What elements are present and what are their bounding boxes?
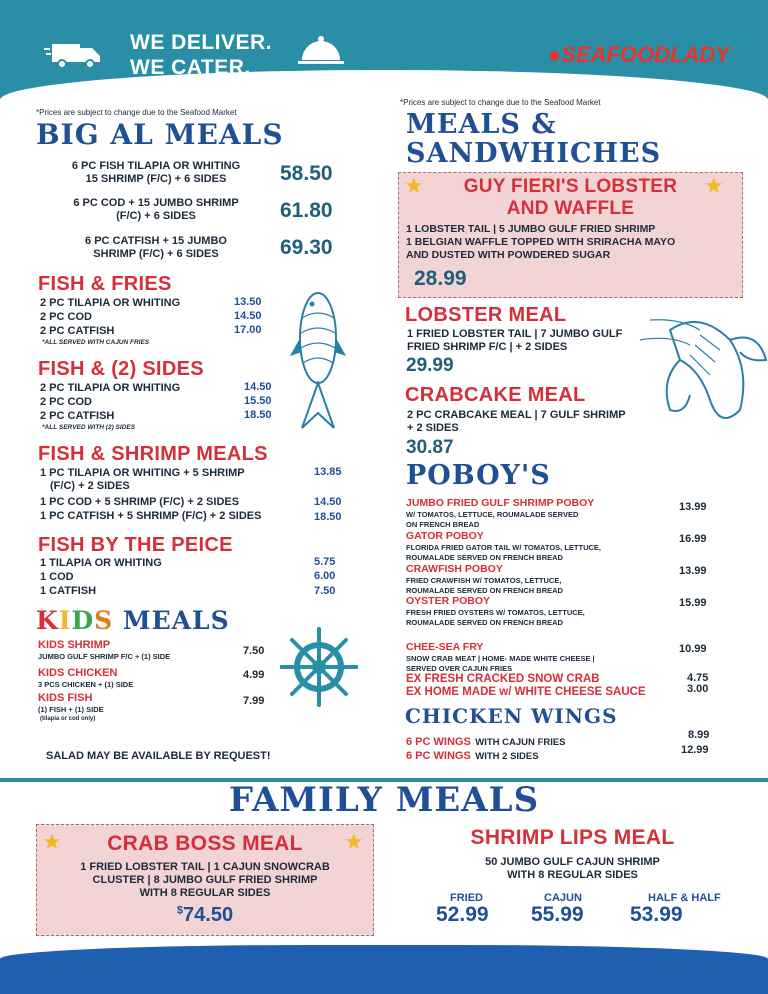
menu-price: 7.50: [314, 585, 336, 597]
kids-letter: S: [94, 606, 114, 635]
wings-price: 12.99: [681, 744, 709, 756]
desc-line: ROUMALADE SERVED ON FRENCH BREAD: [406, 618, 563, 627]
menu-item: 2 PC CATFISH: [40, 410, 115, 422]
item-line: (F/C) + 2 SIDES: [50, 480, 130, 492]
menu-price: 6.00: [314, 570, 336, 582]
lobster-meal-price: 29.99: [406, 355, 454, 376]
title-line: MEALS &: [406, 109, 557, 140]
guy-fieri-price: 28.99: [414, 267, 467, 290]
kids-item-name: KIDS CHICKEN: [38, 667, 118, 679]
big-al-price-1: 58.50: [280, 162, 333, 185]
menu-item: 2 PC CATFISH: [40, 325, 115, 337]
star-icon: ★: [344, 829, 364, 854]
poboy-price: 15.99: [679, 597, 707, 609]
fish-sides-note: *ALL SERVED WITH (2) SIDES: [42, 424, 136, 431]
desc-line: 1 FRIED LOBSTER TAIL | 1 CAJUN SNOWCRAB: [80, 861, 330, 873]
poboy-desc: [406, 543, 601, 563]
kids-letter: I: [58, 606, 72, 635]
poboy-desc: [406, 608, 585, 628]
item-line: 1 PC TILAPIA OR WHITING + 5 SHRIMP: [40, 467, 245, 479]
chee-sea-price: 10.99: [679, 643, 707, 655]
wings-item: [406, 746, 539, 764]
salad-note: SALAD MAY BE AVAILABLE BY REQUEST!: [46, 750, 271, 762]
logo-word-1: SEAFOOD: [561, 42, 671, 67]
item-line: 6 PC FISH TILAPIA OR WHITING: [71, 160, 241, 172]
kids-letter: K: [36, 606, 59, 635]
desc-line: 50 JUMBO GULF CAJUN SHRIMP: [485, 856, 660, 868]
family-meals-title: FAMILY MEALS: [228, 780, 540, 820]
option-label: CAJUN: [544, 892, 582, 904]
fish-illustration: [288, 278, 348, 443]
menu-price: 5.75: [314, 556, 336, 568]
desc-line: ROUMALADE SERVED ON FRENCH BREAD: [406, 553, 563, 562]
cater-line: WE CATER.: [130, 56, 251, 79]
kids-item-name: KIDS SHRIMP: [38, 639, 111, 651]
menu-price: 17.00: [234, 324, 262, 336]
item-line: 15 SHRIMP (F/C) + 6 SIDES: [85, 173, 227, 185]
footer-wave: [0, 945, 768, 994]
poboy-desc: [406, 576, 563, 596]
kids-item-desc: (tilapia or cod only): [40, 716, 96, 722]
deliver-line: WE DELIVER.: [130, 31, 273, 54]
chicken-wings-title: CHICKEN WINGS: [405, 704, 618, 728]
wings-with: WITH CAJUN FRIES: [475, 737, 566, 748]
desc-line: FRIED SHRIMP F/C | + 2 SIDES: [407, 341, 568, 353]
big-al-price-2: 61.80: [280, 199, 333, 222]
price-value: 74.50: [183, 904, 234, 926]
star-icon: ★: [404, 173, 424, 198]
extra-price: 3.00: [687, 683, 709, 695]
desc-line: ROUMALADE SERVED ON FRENCH BREAD: [406, 586, 563, 595]
menu-item: 1 PC CATFISH + 5 SHRIMP (F/C) + 2 SIDES: [40, 510, 262, 522]
big-al-price-3: 69.30: [280, 236, 333, 259]
kids-item-price: 7.99: [243, 695, 265, 707]
crabcake-meal-price: 30.87: [406, 437, 454, 458]
kids-letter: D: [71, 606, 95, 635]
desc-line: SNOW CRAB MEAT | HOME- MADE WHITE CHEESE |: [406, 654, 595, 663]
menu-price: 13.50: [234, 296, 262, 308]
guy-fieri-title: [398, 176, 743, 220]
crab-boss-desc: [36, 861, 374, 900]
desc-line: SERVED OVER CAJUN FRIES: [406, 664, 513, 673]
menu-item: 2 PC COD: [40, 311, 92, 323]
title-line: SANDWHICHES: [406, 138, 662, 169]
chee-sea-desc: [406, 654, 595, 674]
title-line: GUY FIERI'S LOBSTER: [463, 176, 678, 197]
kids-item-desc: JUMBO GULF SHRIMP F/C + (1) SIDE: [38, 652, 171, 661]
ship-wheel-icon: [280, 625, 358, 714]
option-label: HALF & HALF: [648, 892, 721, 904]
fish-fries-title: FISH & FRIES: [38, 273, 172, 295]
kids-rest: MEALS: [113, 606, 230, 635]
crab-boss-title: CRAB BOSS MEAL: [107, 832, 303, 855]
seafood-lady-logo: ●SEAFOODLADY: [548, 42, 730, 67]
poboy-desc: [406, 510, 578, 530]
menu-item: 2 PC COD: [40, 396, 92, 408]
menu-item: 1 COD: [40, 571, 74, 583]
lobster-illustration: [640, 290, 768, 445]
desc-line: AND DUSTED WITH POWDERED SUGAR: [406, 249, 611, 261]
menu-price: 14.50: [244, 381, 272, 393]
item-line: 6 PC COD + 15 JUMBO SHRIMP: [73, 197, 239, 209]
poboys-title: POBOY'S: [406, 460, 551, 491]
menu-price: 15.50: [244, 395, 272, 407]
menu-item: 1 TILAPIA OR WHITING: [40, 557, 162, 569]
shrimp-lips-title: SHRIMP LIPS MEAL: [470, 826, 675, 849]
big-al-item-3: [46, 235, 266, 261]
menu-item: 2 PC TILAPIA OR WHITING: [40, 382, 181, 394]
menu-price: 14.50: [234, 310, 262, 322]
fish-sides-title: FISH & (2) SIDES: [38, 358, 204, 380]
dollar-sign: $: [176, 904, 184, 917]
item-line: SHRIMP (F/C) + 6 SIDES: [93, 248, 219, 260]
option-price: 52.99: [436, 903, 489, 926]
crab-boss-price: [36, 904, 374, 927]
cloche-icon: [296, 34, 346, 73]
guy-fieri-desc: [406, 223, 675, 262]
item-line: 6 PC CATFISH + 15 JUMBO: [85, 235, 227, 247]
fish-fries-note: *ALL SERVED WITH CAJUN FRIES: [42, 339, 150, 346]
poboy-name: JUMBO FRIED GULF SHRIMP POBOY: [406, 497, 595, 509]
star-icon: ★: [704, 173, 724, 198]
big-al-title: BIG AL MEALS: [36, 118, 284, 151]
wings-price: 8.99: [688, 729, 710, 741]
price-note-right: *Prices are subject to change due to the Seafood Market: [400, 98, 601, 107]
fish-piece-title: FISH BY THE PEICE: [38, 534, 233, 556]
desc-line: WITH 8 REGULAR SIDES: [507, 869, 638, 881]
menu-item: 2 PC TILAPIA OR WHITING: [40, 297, 181, 309]
item-line: (F/C) + 6 SIDES: [116, 210, 196, 222]
logo-word-2: LADY: [670, 42, 730, 67]
desc-line: FLORIDA FRIED GATOR TAIL W/ TOMATOS, LETTUCE,: [406, 543, 601, 552]
option-label: FRIED: [450, 892, 483, 904]
crabcake-meal-title: CRABCAKE MEAL: [405, 384, 586, 406]
poboy-price: 13.99: [679, 565, 707, 577]
big-al-item-2: [46, 197, 266, 223]
desc-line: + 2 SIDES: [407, 422, 459, 434]
header-wave: [0, 70, 768, 100]
lobster-meal-desc: [407, 328, 622, 354]
big-al-item-1: [46, 160, 266, 186]
desc-line: CLUSTER | 8 JUMBO GULF FRIED SHRIMP: [92, 874, 318, 886]
menu-price: 18.50: [314, 511, 342, 523]
menu-price: 14.50: [314, 496, 342, 508]
title-line: AND WAFFLE: [506, 198, 635, 219]
desc-line: FRIED CRAWFISH W/ TOMATOS, LETTUCE,: [406, 576, 562, 585]
extra-price: 4.75: [687, 672, 709, 684]
poboy-price: 16.99: [679, 533, 707, 545]
wings-with: WITH 2 SIDES: [475, 751, 539, 762]
desc-line: WITH 8 REGULAR SIDES: [139, 887, 271, 899]
desc-line: W/ TOMATOS, LETTUCE, ROUMALADE SERVED: [406, 510, 579, 519]
option-price: 53.99: [630, 903, 683, 926]
desc-line: 1 LOBSTER TAIL | 5 JUMBO GULF FRIED SHRIMP: [406, 223, 656, 235]
desc-line: ON FRENCH BREAD: [406, 520, 480, 529]
desc-line: 1 BELGIAN WAFFLE TOPPED WITH SRIRACHA MAYO: [406, 236, 676, 248]
kids-item-desc: (1) FISH + (1) SIDE: [38, 705, 104, 714]
poboy-name: CRAWFISH POBOY: [406, 563, 503, 575]
desc-line: FRESH FRIED OYSTERS W/ TOMATOS, LETTUCE,: [406, 608, 585, 617]
extra-cheese-sauce: EX HOME MADE w/ WHITE CHEESE SAUCE: [406, 686, 646, 698]
wings-name: 6 PC WINGS: [406, 736, 471, 748]
chee-sea-name: CHEE-SEA FRY: [406, 641, 484, 653]
fish-shrimp-title: FISH & SHRIMP MEALS: [38, 443, 268, 465]
kids-item-price: 7.50: [243, 645, 265, 657]
extra-snow-crab: EX FRESH CRACKED SNOW CRAB: [406, 673, 600, 685]
kids-item-name: KIDS FISH: [38, 692, 93, 704]
deliver-text: [130, 30, 272, 80]
crabcake-meal-desc: [407, 409, 626, 435]
kids-item-price: 4.99: [243, 669, 265, 681]
menu-item: 1 PC COD + 5 SHRIMP (F/C) + 2 SIDES: [40, 496, 240, 508]
menu-price: 13.85: [314, 466, 342, 478]
poboy-name: OYSTER POBOY: [406, 595, 491, 607]
option-price: 55.99: [531, 903, 584, 926]
meals-sandwiches-title: [406, 110, 661, 168]
wings-name: 6 PC WINGS: [406, 750, 471, 762]
price-note-left: *Prices are subject to change due to the Seafood Market: [36, 108, 237, 117]
shrimp-lips-desc: [400, 856, 745, 882]
kids-item-desc: 3 PCS CHICKEN + (1) SIDE: [38, 680, 134, 689]
menu-price: 18.50: [244, 409, 272, 421]
desc-line: 1 FRIED LOBSTER TAIL | 7 JUMBO GULF: [407, 328, 623, 340]
menu-item: [40, 467, 245, 493]
poboy-price: 13.99: [679, 501, 707, 513]
star-icon: ★: [42, 829, 62, 854]
truck-icon: [44, 38, 104, 75]
poboy-name: GATOR POBOY: [406, 530, 484, 542]
menu-item: 1 CATFISH: [40, 585, 97, 597]
kids-meals-title: [36, 606, 230, 635]
desc-line: 2 PC CRABCAKE MEAL | 7 GULF SHRIMP: [407, 409, 626, 421]
lobster-meal-title: LOBSTER MEAL: [405, 304, 567, 326]
